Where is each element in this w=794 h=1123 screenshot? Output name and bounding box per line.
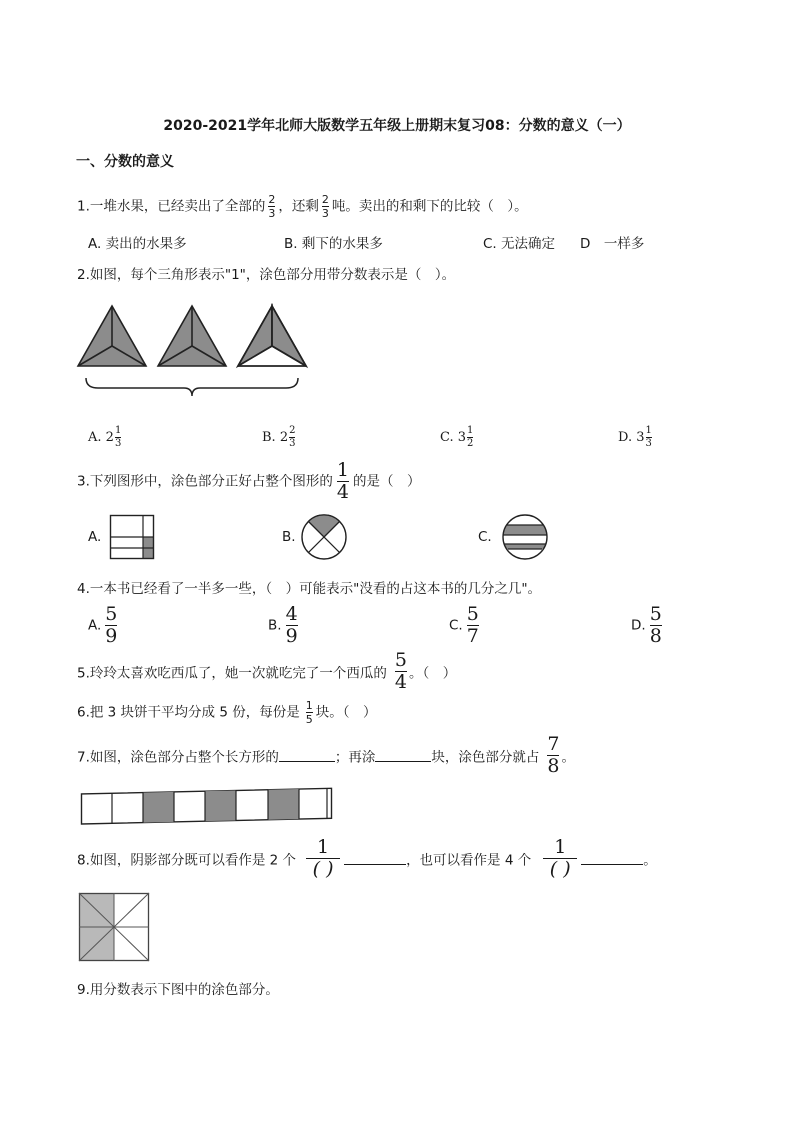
q7-answer-blank-2[interactable]	[375, 749, 431, 762]
q7-text-mid: ；再涂	[334, 749, 376, 766]
question-4: 4.一本书已经看了一半多一些，（ ）可能表示"没看的占这本书的几分之几"。	[77, 581, 542, 597]
q2-option-a-label: A.	[88, 430, 102, 445]
page-title: 2020-2021学年北师大版数学五年级上册期末复习08：分数的意义（一）	[163, 118, 631, 134]
q4-option-d-numerator: 5	[649, 603, 662, 625]
q2-option-b-whole: 2	[279, 430, 289, 445]
q7-fraction-numerator: 7	[547, 733, 560, 755]
q2-option-d-whole: 3	[636, 430, 645, 445]
q7-text-end: 。	[561, 749, 575, 766]
q8-fraction-2-numerator: 1	[554, 836, 567, 858]
q8-text-pre: 8.如图，阴影部分既可以看作是 2 个	[77, 852, 297, 869]
question-6	[77, 700, 376, 725]
q1-option-b[interactable]: B. 剩下的水果多	[284, 236, 383, 252]
q1-option-c[interactable]: C. 无法确定	[483, 236, 556, 252]
q2-option-c-whole: 3	[457, 430, 467, 445]
q1-fraction-left-numerator: 2	[321, 193, 329, 206]
question-5	[77, 651, 456, 692]
question-9: 9.用分数表示下图中的涂色部分。	[77, 982, 279, 998]
q5-text-post: 。（ ）	[408, 665, 457, 682]
q3-option-b-figure[interactable]	[301, 514, 347, 560]
q1-text-mid: ，还剩	[278, 198, 319, 215]
q1-fraction-left-denominator: 3	[321, 207, 329, 220]
q2-option-c[interactable]	[440, 426, 473, 449]
q2-option-b-numerator: 2	[289, 425, 296, 436]
q2-option-c-numerator: 1	[467, 425, 474, 436]
q7-fraction-denominator: 8	[547, 755, 560, 777]
q2-triangle-1	[78, 306, 146, 366]
question-2: 2.如图，每个三角形表示"1"，涂色部分用带分数表示是（ ）。	[77, 267, 456, 283]
q8-fraction-1-denominator: ( )	[312, 858, 334, 880]
q7-text-pre: 7.如图，涂色部分占整个长方形的	[77, 749, 279, 766]
q4-option-c-numerator: 5	[466, 603, 479, 625]
q3-fraction	[337, 461, 349, 502]
q8-fraction-2	[543, 838, 577, 879]
q5-fraction-numerator: 5	[394, 649, 407, 671]
q3-option-b-label[interactable]: B.	[282, 529, 296, 545]
q2-option-d-label: D.	[618, 430, 633, 445]
q4-option-c-denominator: 7	[466, 625, 479, 647]
q4-option-c[interactable]	[449, 605, 482, 646]
q2-option-a-denominator: 3	[114, 438, 122, 449]
q2-option-c-label: C.	[440, 430, 454, 445]
q2-option-a[interactable]	[88, 426, 121, 449]
q3-text-pre: 3.下列图形中，涂色部分正好占整个图形的	[77, 473, 333, 490]
q6-text-post: 块。（ ）	[315, 704, 377, 721]
q1-fraction-sold	[268, 194, 275, 219]
q4-option-d-label: D.	[631, 617, 646, 634]
q2-triangle-3	[238, 306, 306, 366]
q4-option-a-denominator: 9	[105, 625, 118, 647]
q1-fraction-sold-numerator: 2	[268, 193, 276, 206]
q2-option-b-denominator: 3	[289, 438, 296, 449]
q8-fraction-1-numerator: 1	[317, 836, 330, 858]
q2-option-b-label: B.	[262, 430, 276, 445]
question-7	[77, 735, 575, 776]
q6-fraction-denominator: 5	[305, 713, 313, 726]
q4-option-d-denominator: 8	[649, 625, 662, 647]
q4-option-d[interactable]	[631, 605, 665, 646]
q5-fraction-denominator: 4	[394, 671, 407, 693]
q3-fraction-denominator: 4	[336, 481, 349, 503]
q3-fraction-numerator: 1	[336, 459, 349, 481]
q4-option-b-denominator: 9	[285, 625, 298, 647]
q7-fraction	[547, 735, 559, 776]
question-8	[77, 838, 657, 879]
q1-text-post: 吨。卖出的和剩下的比较（ ）。	[331, 198, 528, 215]
question-1	[77, 194, 528, 219]
q3-option-a-label[interactable]: A.	[88, 529, 102, 545]
section-heading: 一、分数的意义	[76, 154, 174, 170]
q4-option-a[interactable]	[88, 605, 120, 646]
q4-option-b-numerator: 4	[285, 603, 298, 625]
q2-option-a-whole: 2	[105, 430, 114, 445]
q1-fraction-sold-denominator: 3	[268, 207, 276, 220]
q5-text-pre: 5.玲玲太喜欢吃西瓜了，她一次就吃完了一个西瓜的	[77, 665, 387, 682]
q3-text-post: 的是（ ）	[352, 473, 421, 490]
q1-fraction-left	[322, 194, 329, 219]
q8-answer-blank-2[interactable]	[581, 852, 643, 865]
q8-fraction-2-denominator: ( )	[549, 858, 571, 880]
q6-fraction-numerator: 1	[305, 699, 313, 712]
q8-text-mid: ，也可以看作是 4 个	[406, 852, 532, 869]
q5-fraction	[395, 651, 407, 692]
q3-option-a-figure[interactable]	[110, 515, 154, 559]
q2-option-d-numerator: 1	[645, 425, 652, 436]
q2-option-c-denominator: 2	[467, 438, 474, 449]
q3-option-c-label[interactable]: C.	[478, 529, 492, 545]
q3-option-c-figure[interactable]	[501, 514, 549, 560]
q2-option-d-denominator: 3	[645, 438, 652, 449]
question-3	[77, 461, 420, 502]
q2-option-a-numerator: 1	[114, 425, 122, 436]
q2-triangle-2	[158, 306, 226, 366]
q7-answer-blank-1[interactable]	[279, 749, 335, 762]
q8-answer-blank-1[interactable]	[344, 852, 406, 865]
q8-text-end: 。	[643, 852, 657, 869]
q1-option-a[interactable]: A. 卖出的水果多	[88, 236, 187, 252]
q2-option-d[interactable]	[618, 426, 652, 449]
q2-option-b[interactable]	[262, 426, 295, 449]
q7-strip-figure	[81, 786, 333, 826]
q7-text-post: 块，涂色部分就占	[431, 749, 540, 766]
q4-option-a-label: A.	[88, 617, 102, 634]
q2-triangles-figure	[76, 300, 306, 410]
q6-fraction	[306, 700, 313, 725]
q4-option-c-label: C.	[449, 617, 463, 634]
q2-brace	[86, 378, 298, 396]
q4-option-b-label: B.	[268, 617, 282, 634]
q6-text-pre: 6.把 3 块饼干平均分成 5 份，每份是	[77, 704, 300, 721]
q4-option-a-numerator: 5	[105, 603, 118, 625]
q1-text-pre: 1.一堆水果，已经卖出了全部的	[77, 198, 266, 215]
q1-option-d[interactable]: D 一样多	[580, 236, 645, 252]
q4-option-b[interactable]	[268, 605, 301, 646]
q8-fraction-1	[306, 838, 340, 879]
q8-square-figure	[79, 893, 149, 961]
